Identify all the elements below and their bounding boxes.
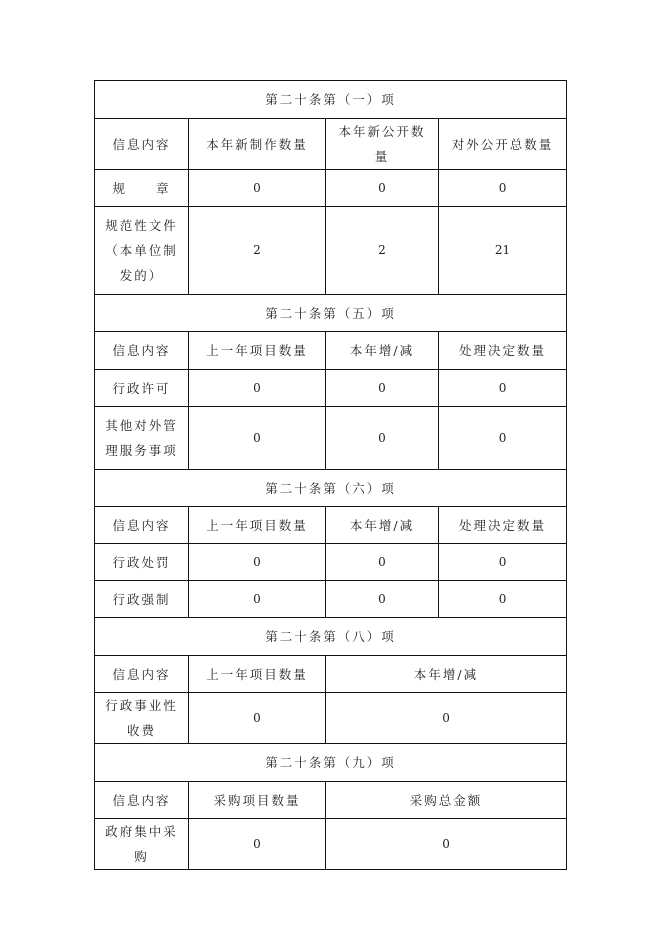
column-header: 处理决定数量 bbox=[439, 332, 567, 370]
header-row bbox=[95, 656, 567, 693]
row-label: 行政强制 bbox=[95, 581, 189, 618]
value-cell: 0 bbox=[189, 581, 326, 618]
government-info-disclosure-table bbox=[94, 80, 567, 870]
row-label: 行政处罚 bbox=[95, 544, 189, 581]
row-label: 政府集中采购 bbox=[95, 819, 189, 870]
section-title-row bbox=[95, 744, 567, 782]
value-cell: 2 bbox=[326, 207, 439, 295]
section-title-row bbox=[95, 470, 567, 507]
header-row bbox=[95, 332, 567, 370]
column-header: 上一年项目数量 bbox=[189, 656, 326, 693]
column-header: 本年增/减 bbox=[326, 656, 567, 693]
row-label: 行政许可 bbox=[95, 370, 189, 407]
column-header: 信息内容 bbox=[95, 507, 189, 544]
header-row bbox=[95, 119, 567, 170]
column-header: 信息内容 bbox=[95, 119, 189, 170]
value-cell: 0 bbox=[189, 693, 326, 744]
table-row bbox=[95, 170, 567, 207]
header-row bbox=[95, 782, 567, 819]
value-cell: 0 bbox=[189, 544, 326, 581]
section-title-row bbox=[95, 618, 567, 656]
value-cell: 0 bbox=[439, 370, 567, 407]
table-row bbox=[95, 407, 567, 470]
value-cell: 0 bbox=[326, 581, 439, 618]
value-cell: 0 bbox=[439, 170, 567, 207]
section-title: 第二十条第（九）项 bbox=[95, 744, 567, 782]
value-cell: 0 bbox=[439, 407, 567, 470]
row-label: 其他对外管理服务事项 bbox=[95, 407, 189, 470]
row-label: 规范性文件（本单位制发的） bbox=[95, 207, 189, 295]
column-header: 处理决定数量 bbox=[439, 507, 567, 544]
column-header: 上一年项目数量 bbox=[189, 507, 326, 544]
section-title-row bbox=[95, 295, 567, 332]
column-header: 本年增/减 bbox=[326, 507, 439, 544]
value-cell: 0 bbox=[326, 407, 439, 470]
table-row bbox=[95, 819, 567, 870]
column-header: 采购总金额 bbox=[326, 782, 567, 819]
column-header: 信息内容 bbox=[95, 332, 189, 370]
table-row bbox=[95, 207, 567, 295]
column-header: 本年新制作数量 bbox=[189, 119, 326, 170]
header-row bbox=[95, 507, 567, 544]
value-cell: 0 bbox=[326, 170, 439, 207]
value-cell: 0 bbox=[189, 407, 326, 470]
column-header: 本年新公开数量 bbox=[326, 119, 439, 170]
value-cell: 0 bbox=[326, 370, 439, 407]
column-header: 本年增/减 bbox=[326, 332, 439, 370]
section-title: 第二十条第（五）项 bbox=[95, 295, 567, 332]
row-label: 行政事业性收费 bbox=[95, 693, 189, 744]
value-cell: 0 bbox=[189, 819, 326, 870]
section-title: 第二十条第（一）项 bbox=[95, 81, 567, 119]
table-row bbox=[95, 370, 567, 407]
section-title: 第二十条第（八）项 bbox=[95, 618, 567, 656]
row-label: 规 章 bbox=[95, 170, 189, 207]
column-header: 信息内容 bbox=[95, 782, 189, 819]
value-cell: 0 bbox=[326, 544, 439, 581]
value-cell: 0 bbox=[439, 544, 567, 581]
section-title-row bbox=[95, 81, 567, 119]
value-cell: 0 bbox=[326, 693, 567, 744]
table-row bbox=[95, 544, 567, 581]
section-title: 第二十条第（六）项 bbox=[95, 470, 567, 507]
value-cell: 2 bbox=[189, 207, 326, 295]
value-cell: 0 bbox=[326, 819, 567, 870]
table-row bbox=[95, 693, 567, 744]
value-cell: 0 bbox=[189, 370, 326, 407]
table-row bbox=[95, 581, 567, 618]
value-cell: 0 bbox=[439, 581, 567, 618]
column-header: 上一年项目数量 bbox=[189, 332, 326, 370]
value-cell: 0 bbox=[189, 170, 326, 207]
column-header: 信息内容 bbox=[95, 656, 189, 693]
value-cell: 21 bbox=[439, 207, 567, 295]
column-header: 采购项目数量 bbox=[189, 782, 326, 819]
column-header: 对外公开总数量 bbox=[439, 119, 567, 170]
